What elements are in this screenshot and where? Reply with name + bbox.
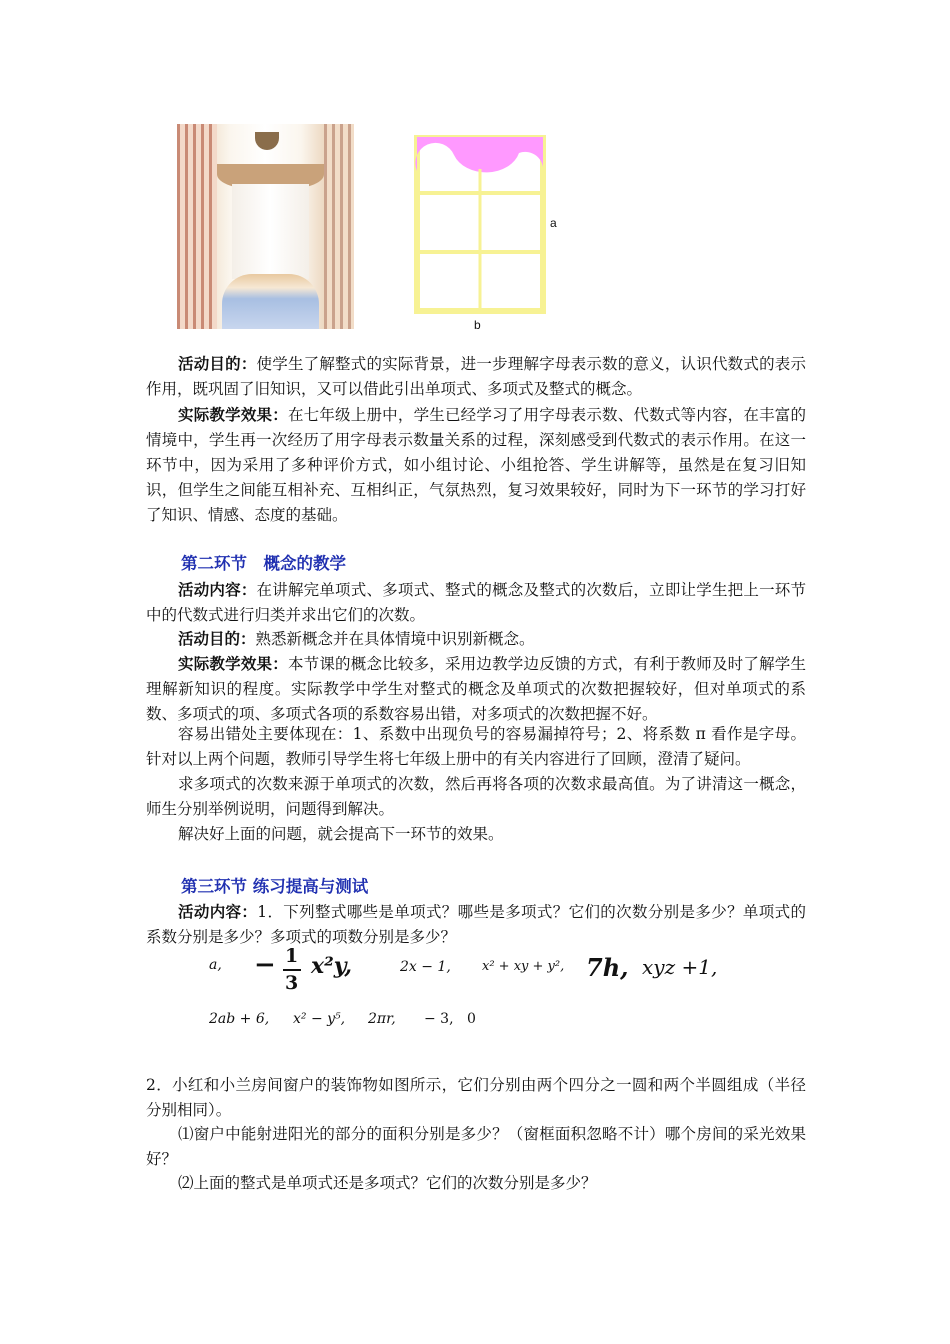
content-text: 在讲解完单项式、多项式、整式的概念及整式的次数后，立即让学生把上一环节中的代数式进行归类并求出它们的次数。 [146, 581, 806, 624]
content-label: 活动内容： [178, 580, 257, 599]
expr-xyz: xyz +1, [642, 955, 718, 979]
photo-bed [222, 274, 319, 329]
expr-zero: 0 [467, 1011, 476, 1027]
expr-x2y: x²y, [311, 953, 353, 979]
label-a: a [550, 216, 557, 230]
window-diagram [414, 135, 546, 315]
effect-paragraph-1 [146, 402, 806, 528]
degree-paragraph: 求多项式的次数来源于单项式的次数，然后再将各项的次数求最高值。为了讲清这一概念，师生分别举例说明，问题得到解决。 [146, 775, 806, 818]
expr-2x-1: 2x − 1, [400, 959, 451, 975]
purpose-text: 使学生了解整式的实际背景，进一步理解字母表示数的意义，认识代数式的表示作用，既巩固了旧知识，又可以借此引出单项式、多项式及整式的概念。 [146, 355, 806, 398]
photo-ceiling-lamp [255, 132, 279, 150]
effect-paragraph-2 [146, 651, 806, 727]
effect-label: 实际教学效果： [178, 654, 288, 673]
expr-fraction-bar [283, 969, 301, 971]
solve-paragraph: 解决好上面的问题，就会提高下一环节的效果。 [178, 825, 504, 843]
expr-7h: 7h, [586, 953, 629, 982]
expr-frac-den: 3 [285, 972, 299, 994]
purpose-paragraph-1 [146, 351, 806, 402]
purpose-text: 熟悉新概念并在具体情境中识别新概念。 [255, 630, 535, 648]
purpose-label: 活动目的： [178, 354, 257, 373]
expr-frac-num: 1 [285, 945, 299, 967]
question-2-part-1: ⑴窗户中能射进阳光的部分的面积分别是多少？（窗框面积忽略不计）哪个房间的采光效果好？ [146, 1125, 806, 1168]
effect-text: 在七年级上册中，学生已经学习了用字母表示数、代数式等内容，在丰富的情境中，学生再一次经历了用字母表示数量关系的过程，深刻感受到代数式的表示作用。在这一环节中，因为采用了多种评价方式，如小组讨论、小组抢答、学生讲解等，虽然是在复习旧知识，但学生之间能互相补充、互相纠正，气氛热烈，复习效果较好，同时为下一环节的学习打好了知识、情感、态度的基础。 [146, 406, 806, 524]
section-heading-3: 第三环节 练习提高与测试 [181, 877, 369, 896]
purpose-paragraph-2 [146, 626, 806, 652]
label-b: b [474, 318, 481, 332]
question-1-text: 1．下列整式哪些是单项式？哪些是多项式？它们的次数分别是多少？单项式的系数分别是多少？多项式的项数分别是多少？ [146, 903, 806, 946]
expr-a: a, [209, 957, 222, 973]
effect-text: 本节课的概念比较多，采用边教学边反馈的方式，有利于教师及时了解学生理解新知识的程度。实际教学中学生对整式的概念及单项式的次数把握较好，但对单项式的系数、多项式的项、多项式各项的系数容易出错，对多项式的次数把握不好。 [146, 655, 806, 723]
photo-curtain [232, 184, 309, 279]
errors-paragraph: 容易出错处主要体现在：1、系数中出现负号的容易漏掉符号；2、将系数 π 看作是字母。针对以上两个问题，教师引导学生将七年级上册中的有关内容进行了回顾，澄清了疑问。 [146, 725, 806, 768]
effect-label: 实际教学效果： [178, 405, 288, 424]
expr-2pir: 2πr, [368, 1011, 396, 1027]
room-photo [177, 124, 354, 329]
question-2: 2．小红和小兰房间窗户的装饰物如图所示，它们分别由两个四分之一圆和两个半圆组成（半径分别相同）。 [146, 1076, 806, 1119]
expr-poly: x² + xy + y², [482, 959, 565, 974]
question-2-part-2: ⑵上面的整式是单项式还是多项式？它们的次数分别是多少？ [178, 1174, 597, 1192]
photo-wallpaper-right [324, 124, 354, 329]
section-heading-2: 第二环节 概念的教学 [181, 554, 346, 573]
content-label: 活动内容： [178, 902, 258, 921]
expr-neg3: − 3, [424, 1011, 454, 1027]
expr-x2-y5: x² − y⁵, [293, 1011, 346, 1027]
purpose-label: 活动目的： [178, 629, 256, 648]
expr-neg-sign: − [254, 950, 276, 980]
expr-2ab: 2ab + 6, [209, 1011, 270, 1027]
question-1 [146, 899, 806, 950]
photo-wallpaper-left [177, 124, 217, 329]
content-paragraph-2 [146, 577, 806, 628]
